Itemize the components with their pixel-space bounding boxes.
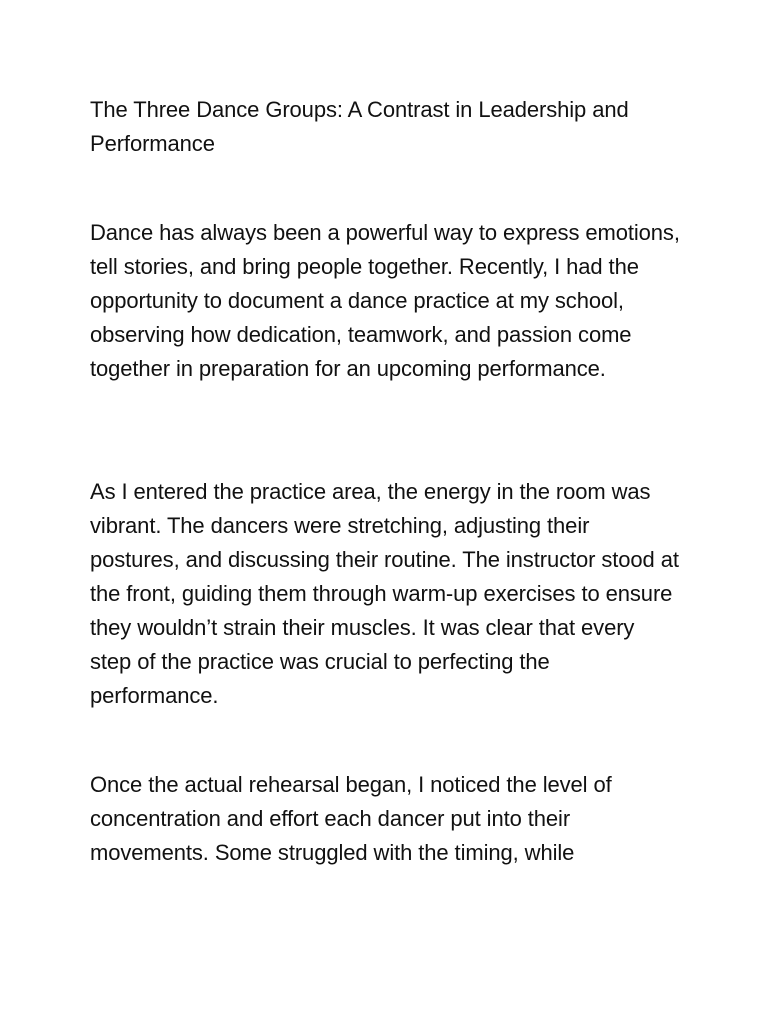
paragraph-practice-area: As I entered the practice area, the energy in the room was vibrant. The dancers were stretching, adjusting their postures, and discussing their routine. The instructor stood at the front, guiding them through warm-up exercises to ensure they wouldn’t strain their muscles. It was clear that every step of the practice was crucial to perfecting the performance. [90,479,679,708]
paragraph-intro: Dance has always been a powerful way to express emotions, tell stories, and bring people together. Recently, I had the opportunity to document a dance practice at my school, observing how dedication, teamwork, and passion come together in preparation for an upcoming performance. [90,220,680,381]
paragraph-rehearsal: Once the actual rehearsal began, I noticed the level of concentration and effort each dancer put into their movements. Some struggled with the timing, while [90,772,612,865]
document-title: The Three Dance Groups: A Contrast in Leadership and Performance [90,97,629,156]
